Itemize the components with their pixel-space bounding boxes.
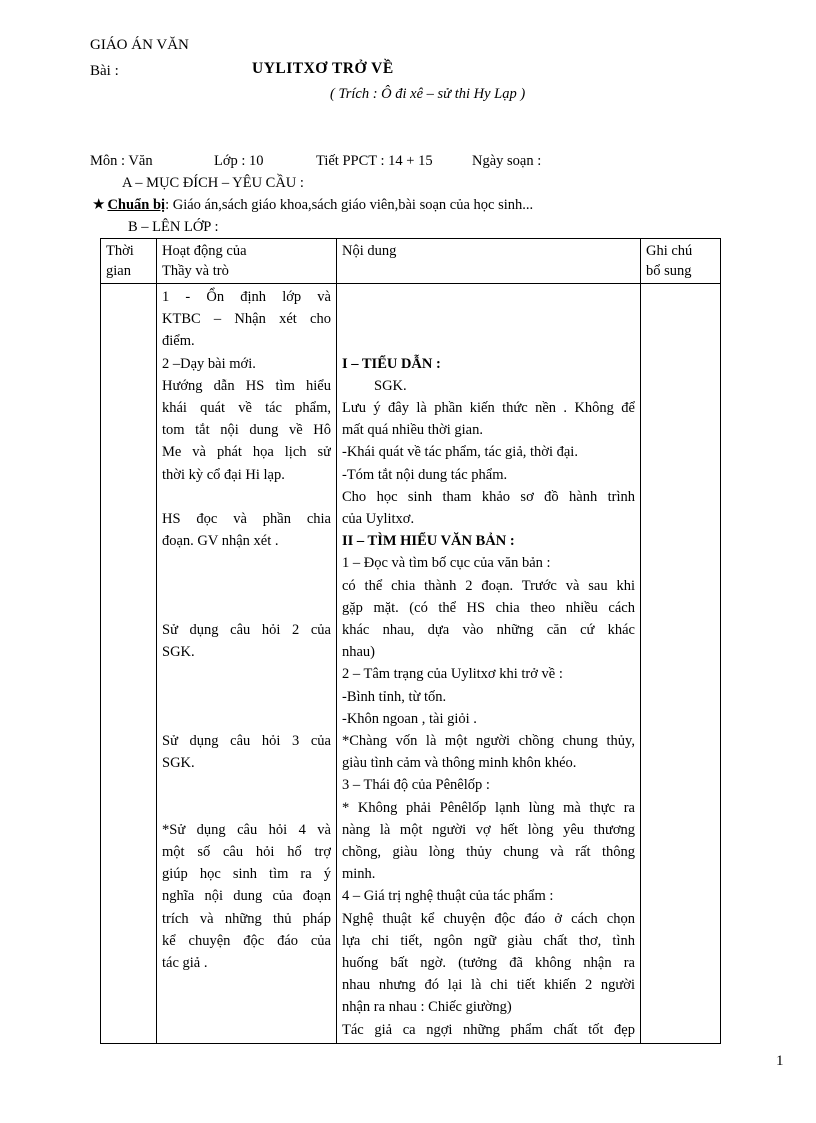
spacer (162, 774, 331, 796)
activity-line: thời kỳ cổ đại Hi lạp. (162, 466, 285, 483)
content-heading: I – TIỂU DẪN : (342, 355, 441, 372)
header-activity-line: Thầy và trò (162, 263, 229, 279)
header-time-line: gian (106, 263, 131, 279)
spacer (342, 330, 635, 352)
header-activity (157, 239, 337, 284)
spacer (162, 708, 331, 730)
content-line: Cho học sinh tham khảo sơ đồ hành trình (342, 488, 635, 505)
notes-cell (641, 284, 721, 1044)
activity-line: nghĩa nội dung của đoạn (162, 888, 331, 905)
activity-cell (157, 284, 337, 1044)
content-line: -Khái quát về tác phẩm, tác giả, thời đại. (342, 444, 578, 461)
activity-line: SGK. (162, 755, 195, 772)
spacer (162, 486, 331, 508)
header-notes-line: Ghi chú (646, 243, 693, 259)
activity-line: khái quát về tác phẩm, (162, 400, 331, 417)
header-notes (641, 239, 721, 284)
header-time (101, 239, 157, 284)
activity-line: KTBC – Nhận xét cho (162, 311, 331, 328)
activity-line: HS đọc và phần chia (162, 511, 331, 528)
content-line: của Uylitxơ. (342, 510, 415, 527)
content-line: Lưu ý đây là phần kiến thức nền . Không để (342, 399, 635, 416)
spacer (342, 308, 635, 330)
content-line: 1 – Đọc và tìm bố cục của văn bản : (342, 555, 551, 572)
activity-line: *Sử dụng câu hỏi 4 và (162, 821, 331, 838)
spacer (342, 286, 635, 308)
grade: Lớp : 10 (214, 153, 264, 169)
spacer (162, 597, 331, 619)
content-line: Tác giả ca ngợi những phẩm chất tốt đẹp (342, 1021, 635, 1038)
lesson-label: Bài : (90, 63, 119, 79)
table-header-row (101, 239, 721, 284)
activity-line: tom tắt nội dung về Hô (162, 422, 331, 439)
content-line: nhau) (342, 644, 376, 661)
content-line: 2 – Tâm trạng của Uylitxơ khi trở về : (342, 666, 563, 683)
section-b-heading: B – LÊN LỚP : (128, 219, 219, 235)
content-line: nàng là một người vợ hết lòng yêu thương (342, 821, 635, 838)
content-line: 3 – Thái độ của Pênêlốp : (342, 777, 490, 794)
content-line: -Khôn ngoan , tài giỏi . (342, 710, 477, 727)
content-line: huống bất ngờ. (tưởng đã không nhận ra (342, 955, 635, 972)
activity-line: Hướng dẫn HS tìm hiểu (162, 377, 331, 394)
content-line: mất quá nhiều thời gian. (342, 422, 483, 439)
activity-line: điểm. (162, 333, 195, 350)
activity-line: 1 - Ổn định lớp và (162, 289, 331, 305)
doc-type: GIÁO ÁN VĂN (90, 37, 189, 53)
content-line: nhau nhưng đó lại là chi tiết khiến 2 người (342, 977, 635, 994)
content-line: nhận ra nhau : Chiếc giường) (342, 999, 512, 1016)
source-note: ( Trích : Ô đi xê – sử thi Hy Lạp ) (330, 86, 526, 102)
section-a-heading: A – MỤC ĐÍCH – YÊU CẦU : (122, 175, 304, 191)
activity-line: 2 –Dạy bài mới. (162, 355, 256, 372)
activity-line: đoạn. GV nhận xét . (162, 533, 279, 550)
header-content (337, 239, 641, 284)
content-line: lựa chi tiết, ngôn ngữ giàu chất thơ, tình (342, 932, 635, 949)
date-prepared: Ngày soạn : (472, 153, 542, 169)
content-heading: II – TÌM HIỂU VĂN BẢN : (342, 533, 515, 550)
content-line: -Bình tỉnh, từ tốn. (342, 688, 447, 705)
time-cell (101, 284, 157, 1044)
page-number: 1 (776, 1053, 784, 1069)
lesson-plan-table (100, 238, 721, 1044)
spacer (162, 663, 331, 685)
content-line: khác nhau, dựa vào những căn cứ khác (342, 622, 635, 638)
star-icon: ★ (92, 197, 106, 213)
content-line: Nghệ thuật kể chuyện độc đáo ở cách chọn (342, 910, 635, 927)
preparation-text: : Giáo án,sách giáo khoa,sách giáo viên,bài soạn của học sinh... (165, 197, 534, 213)
spacer (162, 552, 331, 574)
activity-line: Sử dụng câu hỏi 2 của (162, 621, 331, 638)
spacer (162, 686, 331, 708)
preparation-line (92, 196, 533, 214)
activity-line: một số câu hỏi hổ trợ (162, 843, 331, 860)
content-line: * Không phải Pênêlốp lạnh lùng mà thực ra (342, 799, 635, 816)
table-body-row (101, 284, 721, 1044)
preparation-label: Chuẩn bị (107, 197, 166, 213)
content-line: minh. (342, 866, 376, 883)
spacer (162, 797, 331, 819)
content-cell (337, 284, 641, 1044)
period: Tiết PPCT : 14 + 15 (316, 153, 433, 169)
activity-line: giúp học sinh tìm ra ý (162, 866, 331, 883)
activity-line: Sử dụng câu hỏi 3 của (162, 732, 331, 749)
activity-line: kể chuyện độc đáo của (162, 932, 331, 949)
header-time-line: Thời (106, 243, 134, 259)
subject: Môn : Văn (90, 153, 153, 169)
header-notes-line: bổ sung (646, 263, 692, 279)
content-line: giàu tình cảm và thông minh khôn khéo. (342, 755, 577, 772)
spacer (162, 575, 331, 597)
content-line: chồng, giàu lòng thủy chung và rất thông (342, 844, 635, 861)
header-content-line: Nội dung (342, 243, 397, 259)
activity-line: Me và phát họa lịch sử (162, 444, 331, 461)
content-line: gặp mặt. (có thể HS chia theo nhiều cách (342, 599, 635, 616)
content-line: -Tóm tắt nội dung tác phẩm. (342, 466, 508, 483)
lesson-title: UYLITXƠ TRỞ VỀ (252, 60, 394, 77)
content-line: *Chàng vốn là một người chồng chung thủy, (342, 733, 635, 750)
activity-line: trích và những thủ pháp (162, 910, 331, 927)
content-line: 4 – Giá trị nghệ thuật của tác phẩm : (342, 888, 554, 905)
header-activity-line: Hoạt động của (162, 243, 247, 259)
content-line: có thể chia thành 2 đoạn. Trước và sau khi (342, 577, 635, 594)
activity-line: tác giả . (162, 954, 208, 971)
activity-line: SGK. (162, 644, 195, 661)
content-line: SGK. (374, 377, 407, 394)
